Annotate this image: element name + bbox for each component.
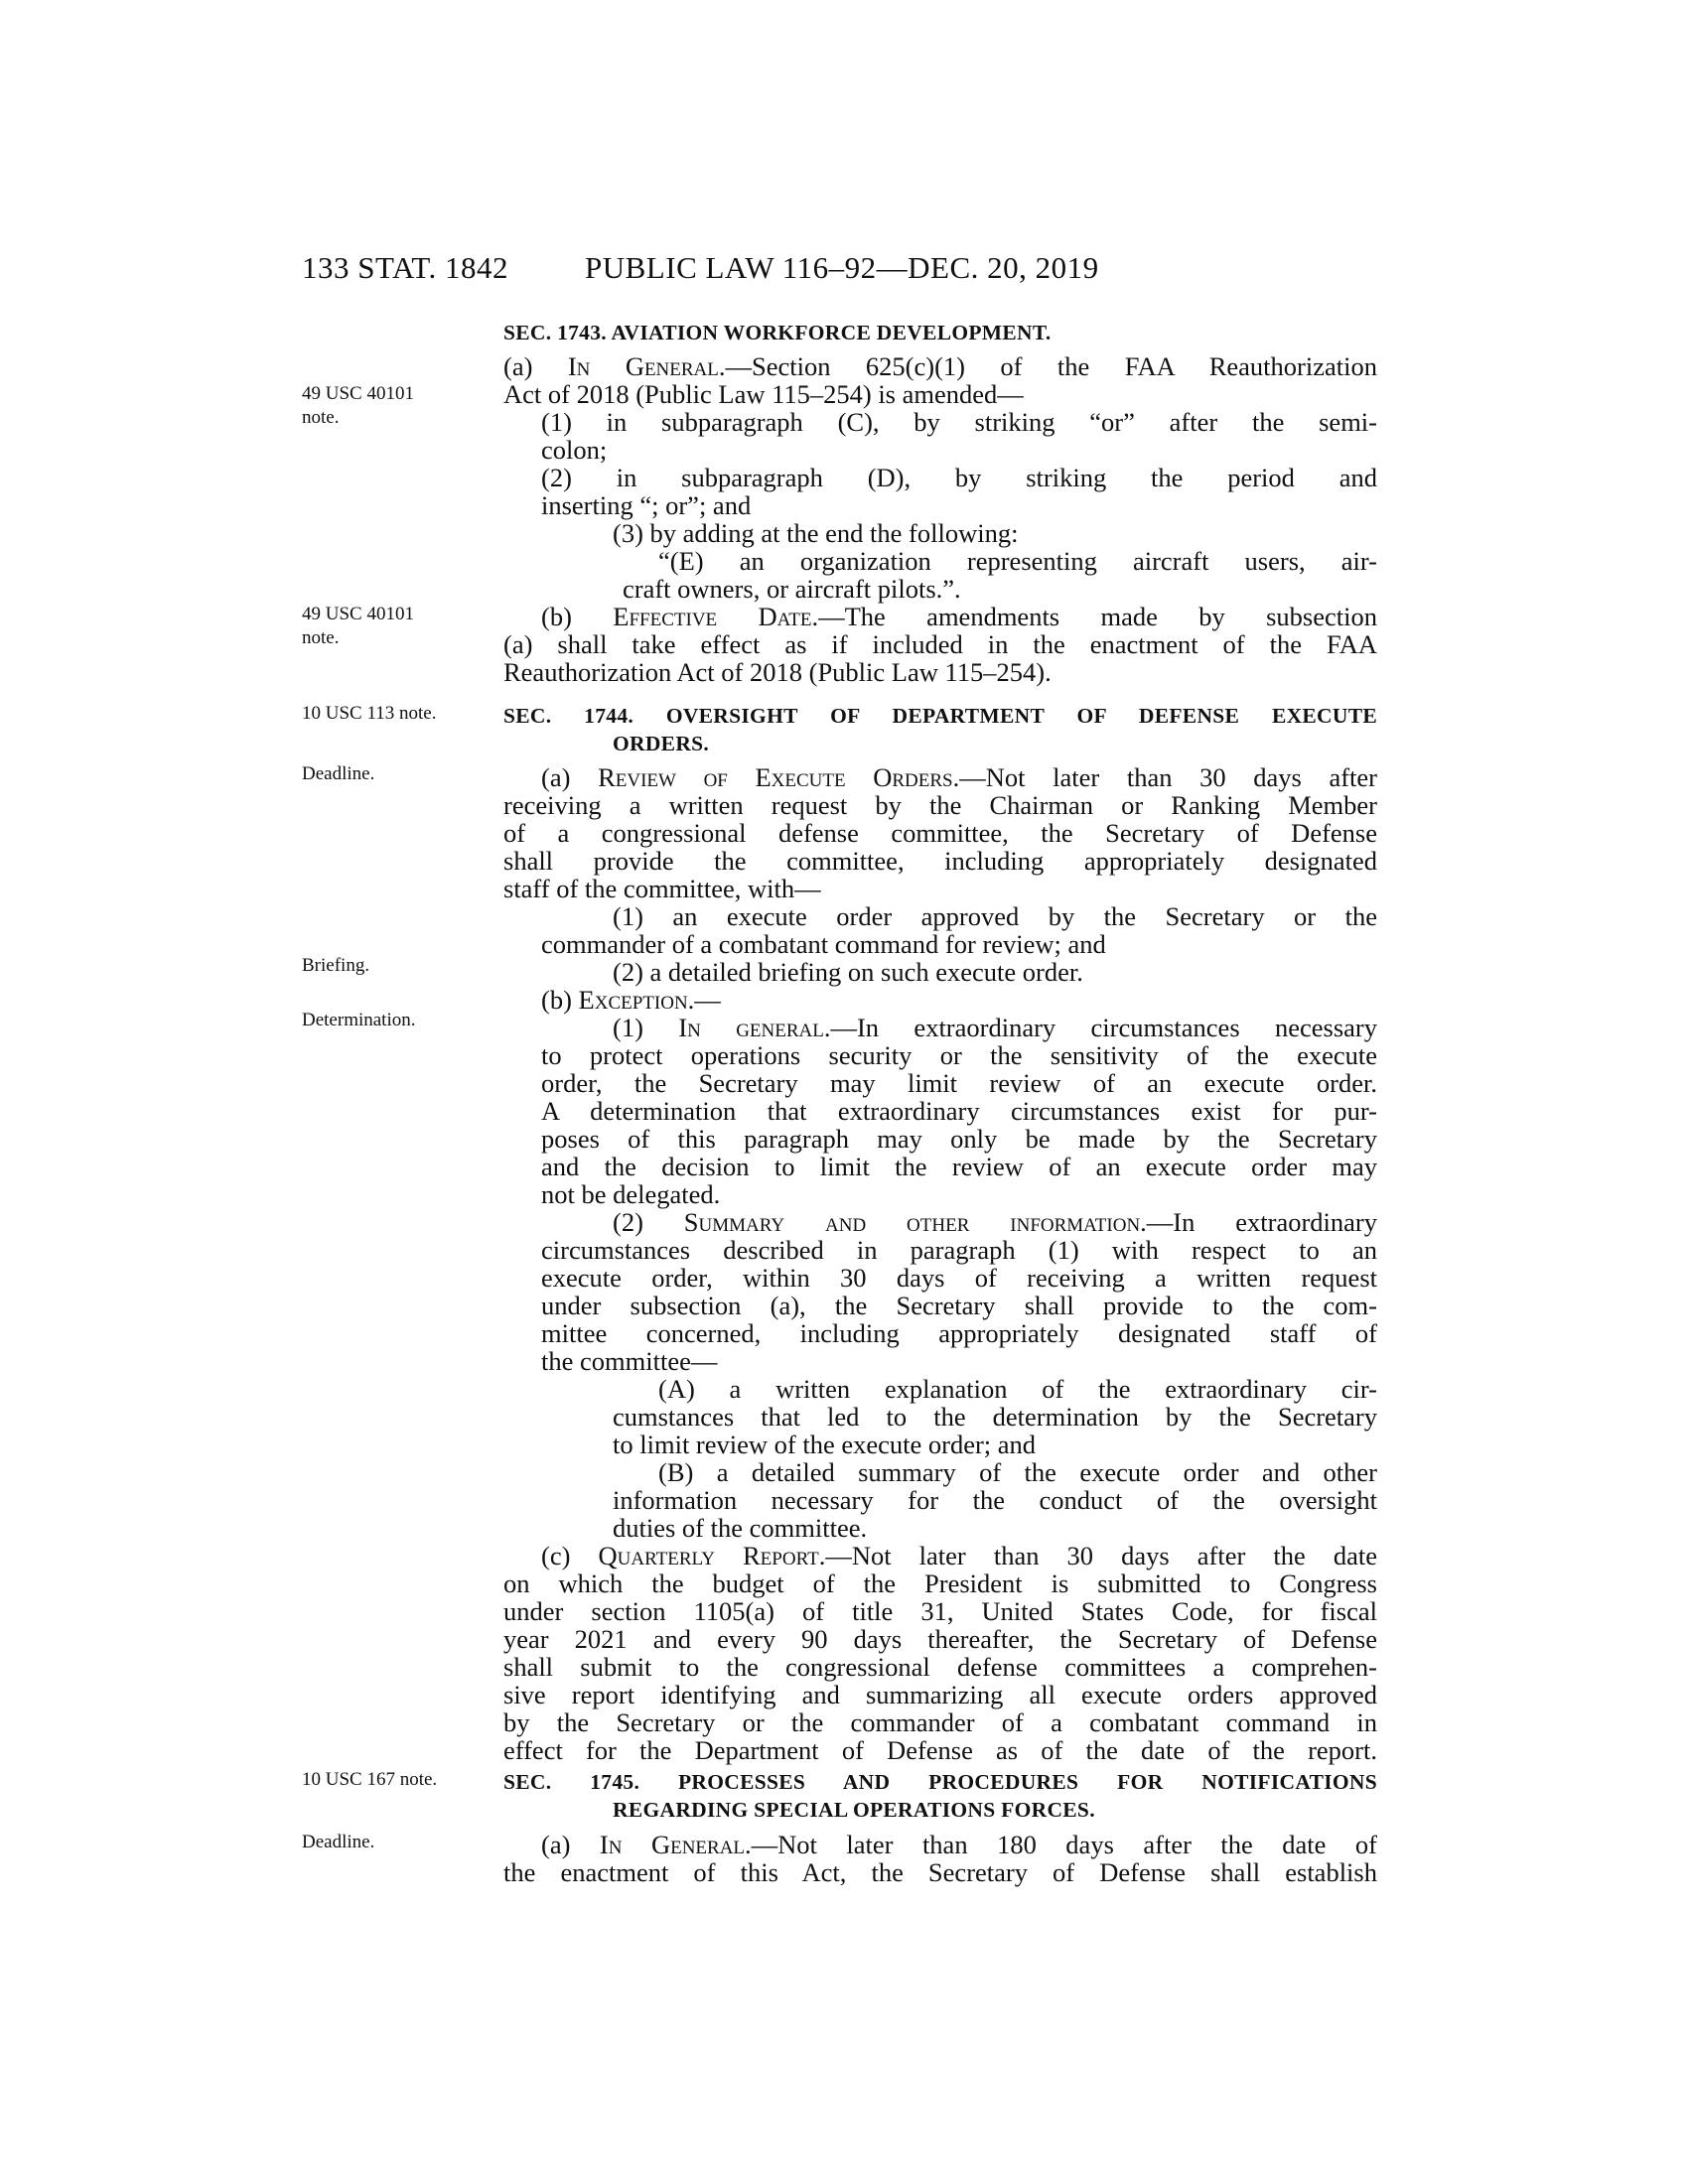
text-line: (2) a detailed briefing on such execute order. — [613, 957, 1083, 987]
margin-note: Deadline. — [302, 763, 375, 784]
text-line: information necessary for the conduct of the oversight — [613, 1485, 1377, 1515]
text-line: (2) in subparagraph (D), by striking the period and — [541, 463, 1377, 492]
text-line: sive report identifying and summarizing all execute orders approved — [503, 1680, 1377, 1709]
text-line: circumstances described in paragraph (1) with respect to an — [541, 1235, 1377, 1265]
text-line: to protect operations security or the sensitivity of the execute — [541, 1040, 1377, 1070]
text-line: mittee concerned, including appropriately designated staff of — [541, 1318, 1377, 1348]
margin-note: 49 USC 40101 — [302, 604, 414, 624]
text-line: under subsection (a), the Secretary shall provide to the com- — [541, 1291, 1377, 1320]
section-heading: SEC. 1745. PROCESSES AND PROCEDURES FOR NOTIFICATIONS — [503, 1770, 1377, 1794]
section-heading-cont: REGARDING SPECIAL OPERATIONS FORCES. — [613, 1798, 1095, 1822]
text-line: colon; — [541, 435, 608, 465]
text-line: on which the budget of the President is submitted to Congress — [503, 1569, 1377, 1598]
subsection-heading: Review of Execute Orders — [598, 762, 953, 792]
subsection-a-line — [541, 1830, 1377, 1859]
text-line: poses of this paragraph may only be made by the Secretary — [541, 1124, 1377, 1154]
text-line: not be delegated. — [541, 1179, 721, 1209]
text-line: (1) an execute order approved by the Secretary or the — [613, 901, 1377, 931]
text-line: (1) in subparagraph (C), by striking “or” after the semi- — [541, 407, 1377, 437]
subsection-heading: Exception — [578, 985, 688, 1015]
subsection-heading: In General — [599, 1830, 746, 1859]
text-line: Reauthorization Act of 2018 (Public Law 115–254). — [503, 657, 1052, 687]
margin-note: 10 USC 113 note. — [302, 703, 437, 724]
text-line: craft owners, or aircraft pilots.”. — [623, 574, 961, 604]
text: .—Not later than 180 days after the date of — [745, 1830, 1377, 1859]
text-line: the committee— — [541, 1346, 718, 1376]
text-line: to limit review of the execute order; and — [613, 1430, 1037, 1459]
text-line: duties of the committee. — [613, 1513, 868, 1543]
text: .—In extraordinary circumstances necessary — [823, 1013, 1378, 1042]
page-stat-number: 133 STAT. 1842 — [302, 250, 509, 285]
subsection-heading: Effective Date — [613, 602, 812, 631]
text: .—Not later than 30 days after the date — [818, 1541, 1377, 1570]
text-line: by the Secretary or the commander of a combatant command in — [503, 1707, 1377, 1737]
subsection-b-line — [541, 602, 1377, 631]
text-line: order, the Secretary may limit review of an execute order. — [541, 1068, 1377, 1098]
running-head: PUBLIC LAW 116–92—DEC. 20, 2019 — [585, 250, 1099, 285]
text: .—In extraordinary — [1140, 1207, 1377, 1237]
margin-note: 49 USC 40101 — [302, 383, 414, 404]
text-line: (a) shall take effect as if included in the enactment of the FAA — [503, 629, 1377, 659]
label: (c) — [541, 1541, 599, 1570]
text-line: the enactment of this Act, the Secretary of Defense shall establish — [503, 1857, 1377, 1887]
subsection-b-line — [541, 985, 721, 1015]
subsection-a-line — [541, 762, 1377, 792]
label: (2) — [613, 1207, 684, 1237]
margin-note: 10 USC 167 note. — [302, 1769, 438, 1790]
text-line: cumstances that led to the determination by the Secretary — [613, 1402, 1377, 1432]
text: .—The amendments made by subsection — [811, 602, 1377, 631]
text-line: staff of the committee, with— — [503, 874, 821, 903]
text-line: shall submit to the congressional defense committees a comprehen- — [503, 1652, 1377, 1682]
margin-note: note. — [302, 627, 340, 648]
section-heading: SEC. 1743. AVIATION WORKFORCE DEVELOPMENT. — [503, 321, 1052, 344]
margin-note: Deadline. — [302, 1832, 375, 1852]
text-line: (B) a detailed summary of the execute order and other — [658, 1457, 1377, 1487]
subsection-heading: Quarterly Report — [598, 1541, 819, 1570]
label: (b) — [541, 985, 579, 1015]
label: (a) — [541, 762, 599, 792]
text: .— — [687, 985, 721, 1015]
text-line: “(E) an organization representing aircraft users, air- — [658, 546, 1377, 576]
label: (b) — [541, 602, 614, 631]
paragraph-1-line — [613, 1013, 1377, 1042]
text-line: Act of 2018 (Public Law 115–254) is amended— — [503, 379, 1024, 409]
text-line: and the decision to limit the review of an execute order may — [541, 1152, 1377, 1181]
subsection-heading: In General — [567, 351, 719, 381]
section-heading-cont: ORDERS. — [613, 732, 710, 755]
subsection-a-line — [503, 351, 1377, 381]
label: (a) — [541, 1830, 600, 1859]
label: (a) — [503, 351, 568, 381]
paragraph-heading: In general — [678, 1013, 824, 1042]
text-line: effect for the Department of Defense as of the date of the report. — [503, 1735, 1377, 1765]
section-heading: SEC. 1744. OVERSIGHT OF DEPARTMENT OF DEFENSE EXECUTE — [503, 704, 1377, 728]
text-line: receiving a written request by the Chairman or Ranking Member — [503, 790, 1377, 820]
text-line: commander of a combatant command for review; and — [541, 929, 1106, 959]
margin-note: Determination. — [302, 1010, 416, 1030]
text-line: execute order, within 30 days of receiving a written request — [541, 1263, 1377, 1293]
label: (1) — [613, 1013, 679, 1042]
text-line: year 2021 and every 90 days thereafter, the Secretary of Defense — [503, 1624, 1377, 1654]
paragraph-2-line — [613, 1207, 1377, 1237]
text-line: A determination that extraordinary circumstances exist for pur- — [541, 1096, 1377, 1126]
subsection-c-line — [541, 1541, 1377, 1570]
text-line: (3) by adding at the end the following: — [613, 518, 1019, 548]
text-line: of a congressional defense committee, the Secretary of Defense — [503, 818, 1377, 848]
text-line: shall provide the committee, including appropriately designated — [503, 846, 1377, 876]
text: .—Section 625(c)(1) of the FAA Reauthorization — [718, 351, 1377, 381]
text-line: inserting “; or”; and — [541, 490, 752, 520]
text-line: under section 1105(a) of title 31, United States Code, for fiscal — [503, 1596, 1377, 1626]
text-line: (A) a written explanation of the extraordinary cir- — [658, 1374, 1377, 1404]
text: .—Not later than 30 days after — [952, 762, 1378, 792]
margin-note: Briefing. — [302, 955, 370, 976]
margin-note: note. — [302, 407, 340, 428]
paragraph-heading: Summary and other information — [683, 1207, 1141, 1237]
